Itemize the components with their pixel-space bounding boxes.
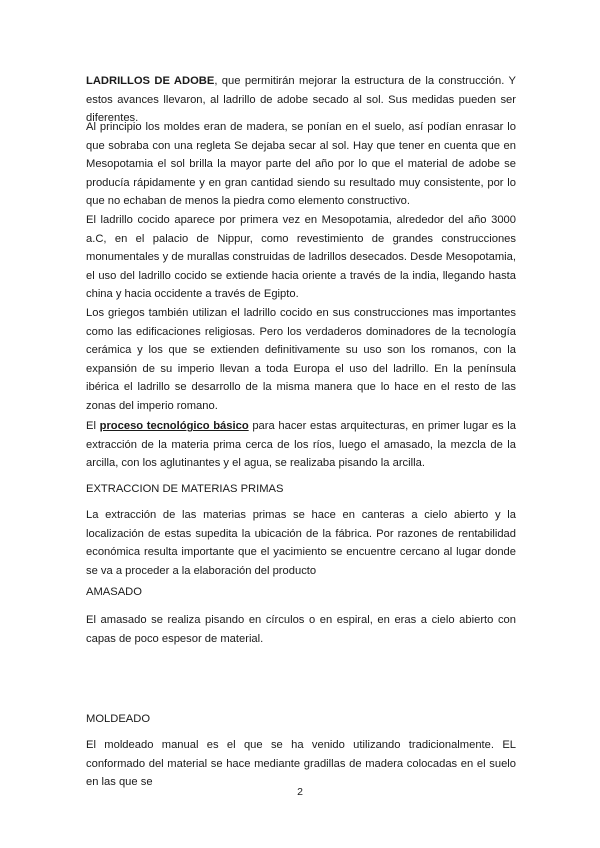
paragraph-proceso <box>86 417 516 473</box>
paragraph-ladrillo-cocido: El ladrillo cocido aparece por primera vez en Mesopotamia, alrededor del año 3000 a.C, en el palacio de Nippur, como revestimiento de grandes construcciones monumentales y de murallas construidas de ladrillos desecados. Desde Mesopotamia, el uso del ladrillo cocido se extiende hacia oriente a través de la india, llegando hasta china y hacia occidente a través de Egipto. <box>86 214 516 301</box>
proceso-link: proceso tecnológico básico <box>99 420 249 432</box>
paragraph-moldes: Al principio los moldes eran de madera, se ponían en el suelo, así podían enrasar lo que sobraba con una regleta Se dejaba secar al sol. Hay que tener en cuenta que en Mesopotamia el sol brilla la mayor parte del año por lo que el material de adobe se producía rápidamente y en gran cantidad siendo su resultado muy consistente, por lo que no echaban de menos la piedra como elemento constructivo. <box>86 121 516 208</box>
paragraph-amasado: El amasado se realiza pisando en círculos o en espiral, en eras a cielo abierto con capas de poco espesor de material. <box>86 614 516 645</box>
page-number: 2 <box>297 786 303 798</box>
paragraph-extraccion: La extracción de las materias primas se hace en canteras a cielo abierto y la localización de estas supedita la ubicación de la fábrica. Por razones de rentabilidad económica resulta importante que el yacimiento se encuentre cercano al lugar donde se va a proceder a la elaboración del producto <box>86 509 516 577</box>
heading-moldeado: MOLDEADO <box>86 713 151 725</box>
proceso-pre: El <box>86 420 100 432</box>
heading-extraccion: EXTRACCION DE MATERIAS PRIMAS <box>86 483 284 495</box>
paragraph-moldeado: El moldeado manual es el que se ha venido utilizando tradicionalmente. EL conformado del material se hace mediante gradillas de madera colocadas en el suelo en las que se <box>86 739 516 789</box>
paragraph-griegos: Los griegos también utilizan el ladrillo cocido en sus construcciones mas importantes como las edificaciones religiosas. Pero los verdaderos dominadores de la tecnología cerámica y los que se extienden definitivamente su uso son los romanos, con la expansión de su imperio llevan a toda Europa el uso del ladrillo. En la península ibérica el ladrillo se desarrollo de la misma manera que lo hace en el resto de las zonas del imperio romano. <box>86 307 516 412</box>
proceso-text: para hacer estas arquitecturas, en primer lugar es la extracción de la materia prima cerca de los ríos, luego el amasado, la mezcla de la arcilla, con los aglutinantes y el agua, se realizaba pisando la arcilla. <box>86 420 516 470</box>
adobe-heading-inline: LADRILLOS DE ADOBE <box>86 75 215 87</box>
heading-amasado: AMASADO <box>86 586 142 598</box>
adobe-text: , que permitirán mejorar la estructura de la construcción. Y estos avances llevaron, al ladrillo de adobe secado al sol. Sus medidas pueden ser diferentes. <box>86 75 516 125</box>
